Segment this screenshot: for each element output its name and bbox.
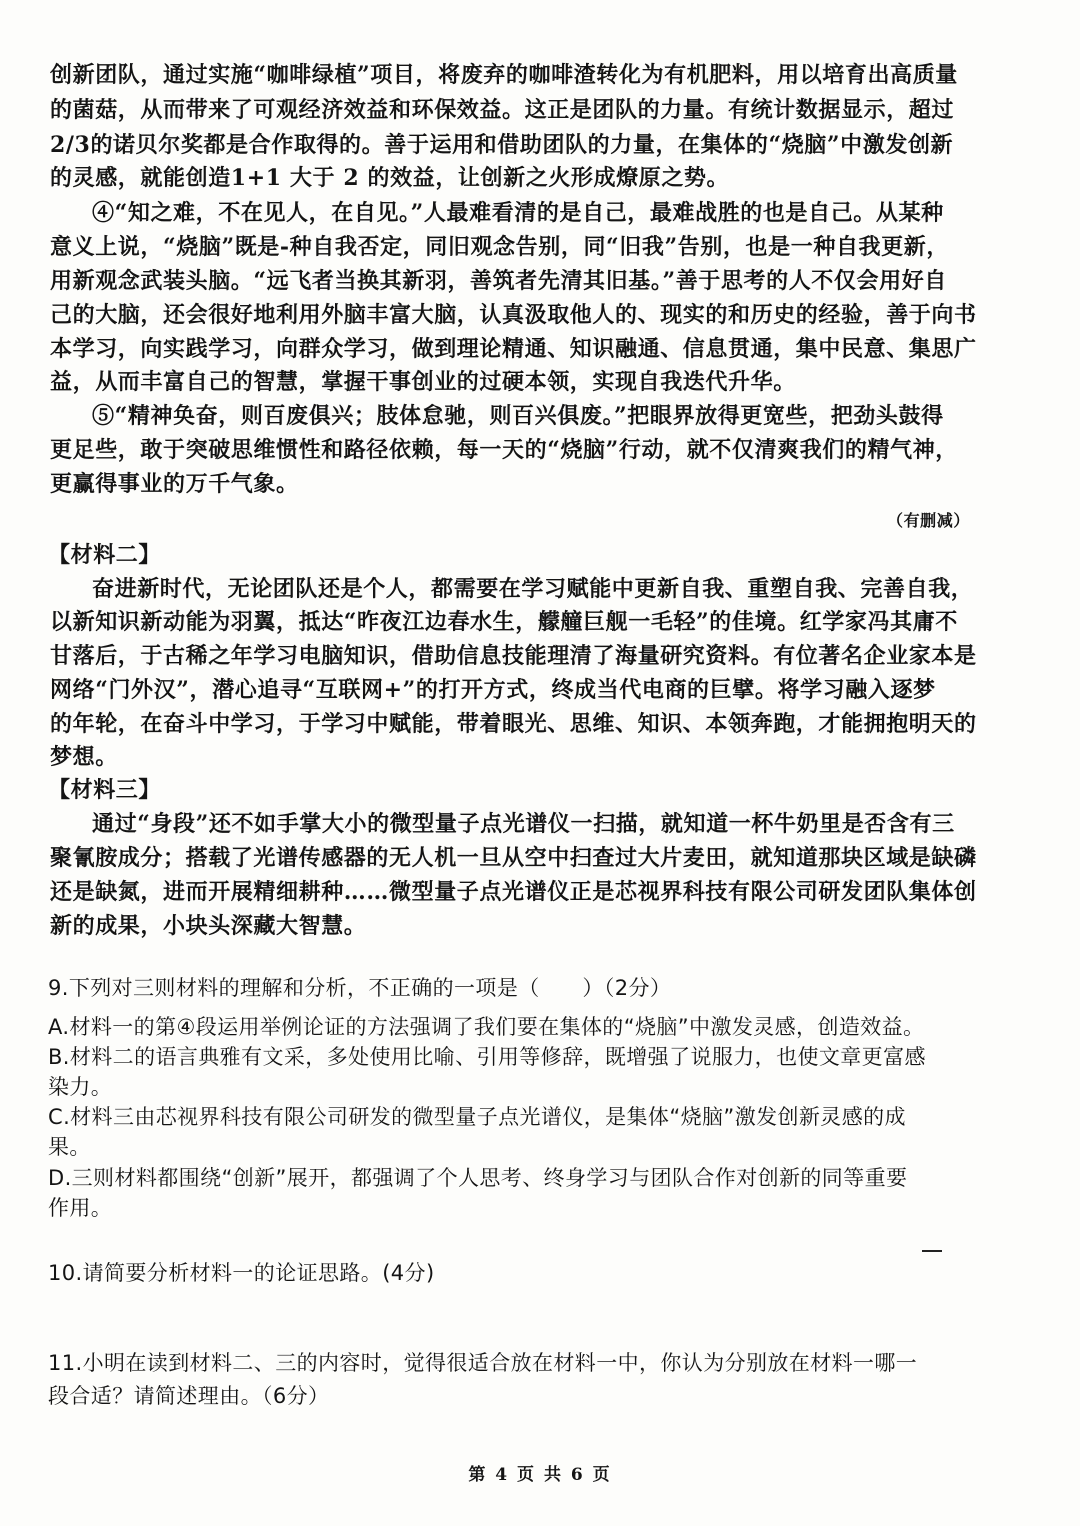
material1-para4-line: 益，从而丰富自己的智慧，掌握干事创业的过硬本领，实现自我迭代升华。 — [50, 369, 796, 395]
material2-text-line: 以新知识新动能为羽翼，抵达“昨夜江边春水生，艨艟巨舰一毛轻”的佳境。红学家冯其庸不 — [50, 609, 958, 635]
question-9-option-d: D.三则材料都围绕“创新”展开，都强调了个人思考、终身学习与团队合作对创新的同等重要 — [48, 1166, 908, 1190]
question-9-option-c: C.材料三由芯视界科技有限公司研发的微型量子点光谱仪，是集体“烧脑”激发创新灵感的成 — [48, 1105, 906, 1129]
abridged-note: （有删减） — [886, 511, 970, 530]
question-10: 10.请简要分析材料一的论证思路。(4分) — [48, 1261, 435, 1285]
material3-text-line: 通过“身段”还不如手掌大小的微型量子点光谱仪一扫描，就知道一杯牛奶里是否含有三 — [92, 811, 955, 837]
material1-para5-line: 更赢得事业的万千气象。 — [50, 471, 299, 497]
material2-text-line: 的年轮，在奋斗中学习，于学习中赋能，带着眼光、思维、知识、本领奔跑，才能拥抱明天的 — [50, 711, 977, 737]
question-11: 11.小明在读到材料二、三的内容时，觉得很适合放在材料一中，你认为分别放在材料一哪一 — [48, 1351, 918, 1375]
material2-text-line: 奋进新时代，无论团队还是个人，都需要在学习赋能中更新自我、重塑自我、完善自我， — [92, 576, 974, 602]
question-11-cont: 段合适？请简述理由。（6分） — [48, 1384, 330, 1408]
material2-heading: 【材料二】 — [48, 542, 162, 568]
question-9-option-c-cont: 果。 — [48, 1135, 91, 1159]
material3-text-line: 还是缺氮，进而开展精细耕种……微型量子点光谱仪正是芯视界科技有限公司研发团队集体创 — [50, 879, 977, 905]
material2-text-line: 梦想。 — [50, 744, 118, 770]
question-9-option-b-cont: 染力。 — [48, 1075, 113, 1099]
material1-para4-line: ④“知之难，不在见人，在自见。”人最难看清的是自己，最难战胜的也是自己。从某种 — [92, 200, 944, 226]
material3-heading: 【材料三】 — [48, 777, 162, 803]
material2-text-line: 甘落后，于古稀之年学习电脑知识，借助信息技能理清了海量研究资料。有位著名企业家本是 — [50, 643, 977, 669]
question-9-option-d-cont: 作用。 — [48, 1196, 113, 1220]
question-9-option-a: A.材料一的第④段运用举例论证的方法强调了我们要在集体的“烧脑”中激发灵感，创造效益。 — [48, 1015, 925, 1039]
material1-text-line: 2/3的诺贝尔奖都是合作取得的。善于运用和借助团队的力量，在集体的“烧脑”中激发创新 — [50, 132, 954, 158]
material3-text-line: 聚氰胺成分；搭载了光谱传感器的无人机一旦从空中扫查过大片麦田，就知道那块区域是缺磷 — [50, 845, 977, 871]
material2-text-line: 网络“门外汉”，潜心追寻“互联网+”的打开方式，终成当代电商的巨擘。将学习融入逐梦 — [50, 677, 936, 703]
material3-text-line: 新的成果，小块头深藏大智慧。 — [50, 913, 367, 939]
stray-mark — [922, 1250, 942, 1252]
material1-text-line: 的菌菇，从而带来了可观经济效益和环保效益。这正是团队的力量。有统计数据显示，超过 — [50, 97, 955, 123]
material1-para4-line: 己的大脑，还会很好地利用外脑丰富大脑，认真汲取他人的、现实的和历史的经验，善于向书 — [50, 302, 977, 328]
material1-text-line: 创新团队，通过实施“咖啡绿植”项目，将废弃的咖啡渣转化为有机肥料，用以培育出高质量 — [50, 62, 958, 88]
material1-para4-line: 本学习，向实践学习，向群众学习，做到理论精通、知识融通、信息贯通，集中民意、集思广 — [50, 336, 977, 362]
question-9-option-b: B.材料二的语言典雅有文采，多处使用比喻、引用等修辞，既增强了说服力，也使文章更富感 — [48, 1045, 926, 1069]
question-9: 9.下列对三则材料的理解和分析，不正确的一项是（ ）（2分） — [48, 976, 672, 1000]
material1-para4-line: 用新观念武装头脑。“远飞者当换其新羽，善筑者先清其旧基。”善于思考的人不仅会用好自 — [50, 268, 947, 294]
material1-para5-line: ⑤“精神奂奋，则百废俱兴；肢体怠驰，则百兴俱废。”把眼界放得更宽些，把劲头鼓得 — [92, 403, 944, 429]
material1-text-line: 的灵感，就能创造1+1 大于 2 的效益，让创新之火形成燎原之势。 — [50, 165, 730, 191]
material1-para4-line: 意义上说，“烧脑”既是-种自我否定，同旧观念告别，同“旧我”告别，也是一种自我更新， — [50, 234, 949, 260]
material1-para5-line: 更足些，敢于突破思维惯性和路径依赖，每一天的“烧脑”行动，就不仅清爽我们的精气神， — [50, 437, 958, 463]
page-footer: 第 4 页 共 6 页 — [468, 1465, 612, 1485]
